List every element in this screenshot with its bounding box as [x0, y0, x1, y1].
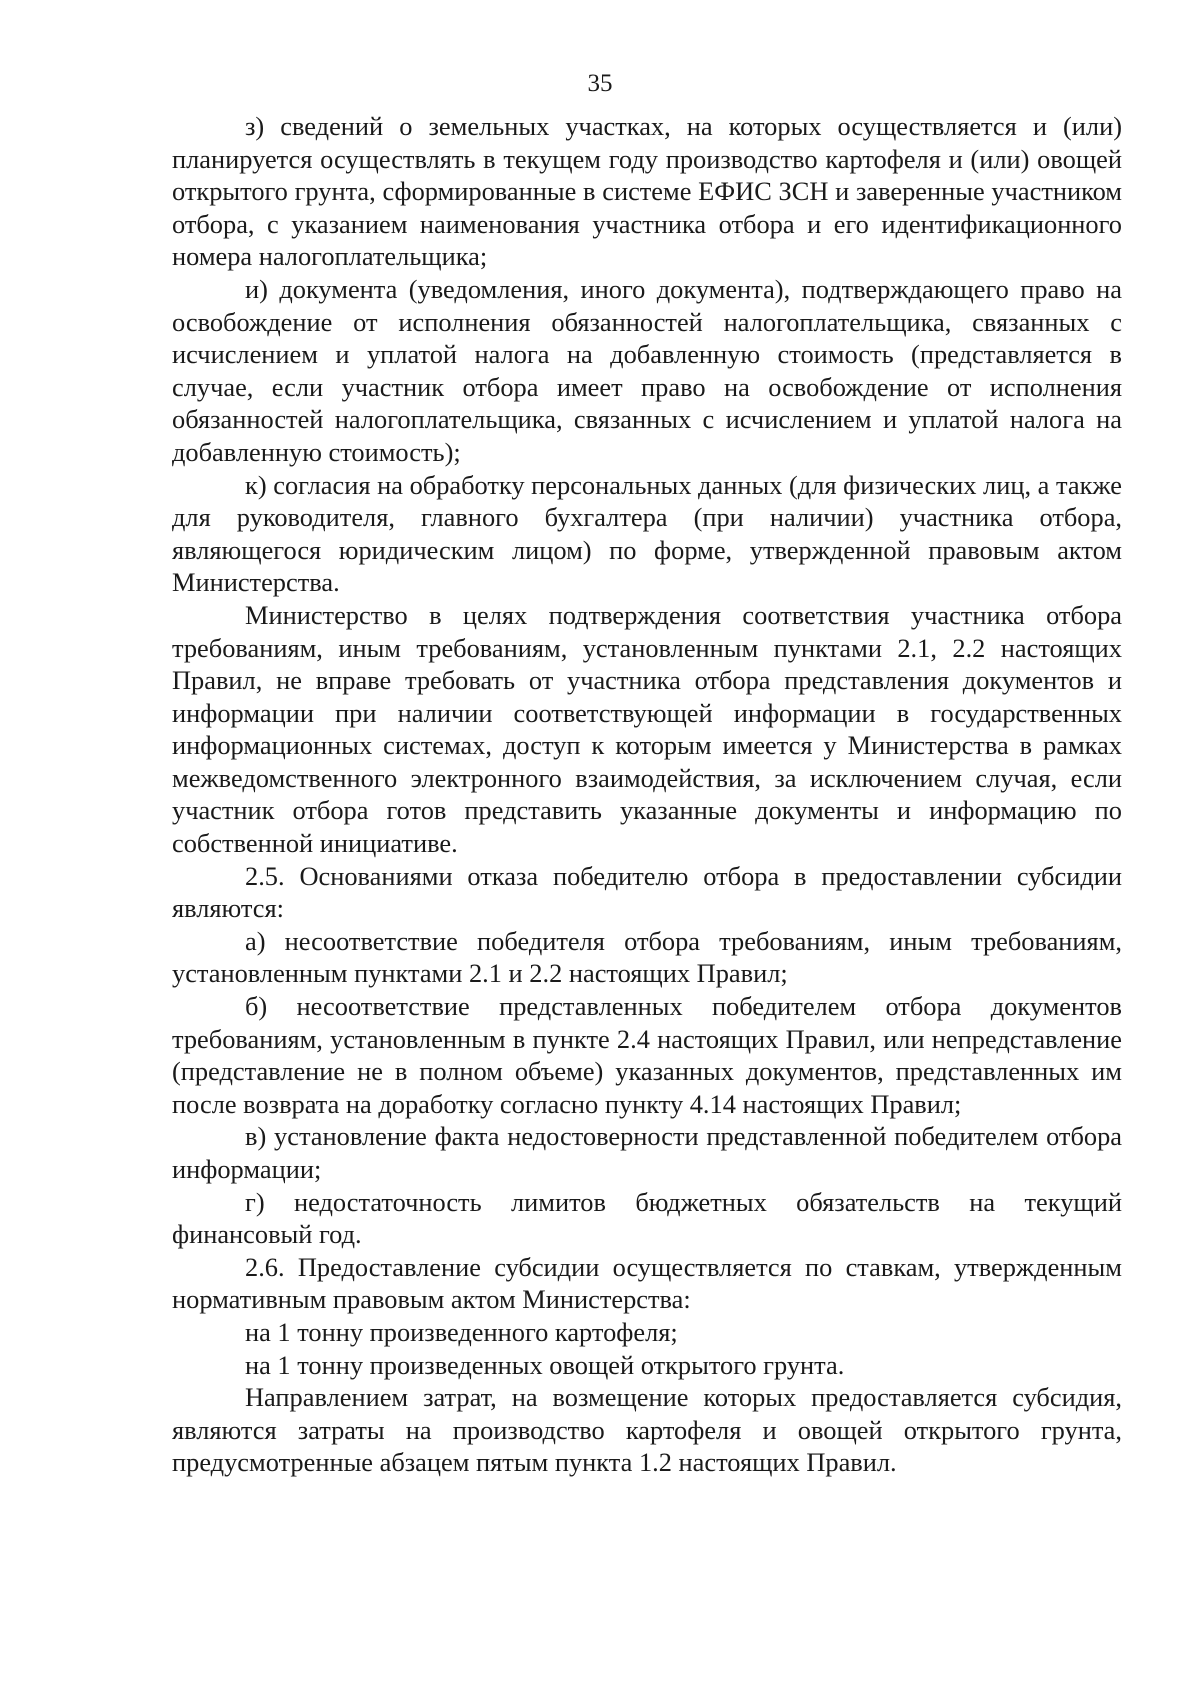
paragraph-z-land-plots: з) сведений о земельных участках, на которых осуществляется и (или) планируется осуществлять в текущем году производство картофеля и (или) овощей открытого грунта, сформированные в системе ЕФИС ЗСН и заверенные участником отбора, с указанием наименования участника отбора и его идентификационного номера налогоплательщика;: [172, 111, 1122, 272]
paragraph-2-6-subsidy-rates: 2.6. Предоставление субсидии осуществляется по ставкам, утвержденным нормативным правовым актом Министерства:: [172, 1251, 1122, 1315]
paragraph-rate-vegetables: на 1 тонну произведенных овощей открытого грунта.: [245, 1349, 845, 1380]
paragraph-i-vat-exemption: и) документа (уведомления, иного документа), подтверждающего право на освобождение от исполнения обязанностей налогоплательщика, связанных с исчислением и уплатой налога на добавленную стоимость (представляется в случае, если участник отбора имеет право на освобождение от исполнения обязанностей налогоплательщика, связанных с исчислением и уплатой налога на добавленную стоимость);: [172, 273, 1122, 467]
paragraph-b-documents-nonconformity: б) несоответствие представленных победителем отбора документов требованиям, установленным в пункте 2.4 настоящих Правил, или непредставление (представление не в полном объеме) указанных документов, представленных им после возврата на доработку согласно пункту 4.14 настоящих Правил;: [172, 991, 1122, 1119]
paragraph-k-personal-data-consent: к) согласия на обработку персональных данных (для физических лиц, а также для руководителя, главного бухгалтера (при наличии) участника отбора, являющегося юридическим лицом) по форме, утвержденной правовым актом Министерства.: [172, 469, 1122, 598]
paragraph-2-5-refusal-grounds: 2.5. Основаниями отказа победителю отбора в предоставлении субсидии являются:: [172, 860, 1122, 924]
paragraph-ministry-document-requests: Министерство в целях подтверждения соответствия участника отбора требованиям, иным требованиям, установленным пунктами 2.1, 2.2 настоящих Правил, не вправе требовать от участника отбора представления документов и информации при наличии соответствующей информации в государственных информационных системах, доступ к которым имеется у Министерства в рамках межведомственного электронного взаимодействия, за исключением случая, если участник отбора готов представить указанные документы и информацию по собственной инициативе.: [172, 599, 1122, 859]
paragraph-v-false-information: в) установление факта недостоверности представленной победителем отбора информации;: [172, 1121, 1122, 1184]
page-number: 35: [587, 70, 613, 97]
paragraph-cost-direction: Направлением затрат, на возмещение которых предоставляется субсидия, являются затраты на производство картофеля и овощей открытого грунта, предусмотренные абзацем пятым пункта 1.2 настоящих Правил.: [172, 1382, 1122, 1478]
document-body: [172, 110, 1122, 1479]
paragraph-rate-potatoes: на 1 тонну произведенного картофеля;: [245, 1316, 678, 1347]
paragraph-a-nonconformity: а) несоответствие победителя отбора требованиям, иным требованиям, установленным пунктами 2.1 и 2.2 настоящих Правил;: [172, 925, 1122, 989]
paragraph-g-budget-limits: г) недостаточность лимитов бюджетных обязательств на текущий финансовый год.: [172, 1186, 1122, 1250]
